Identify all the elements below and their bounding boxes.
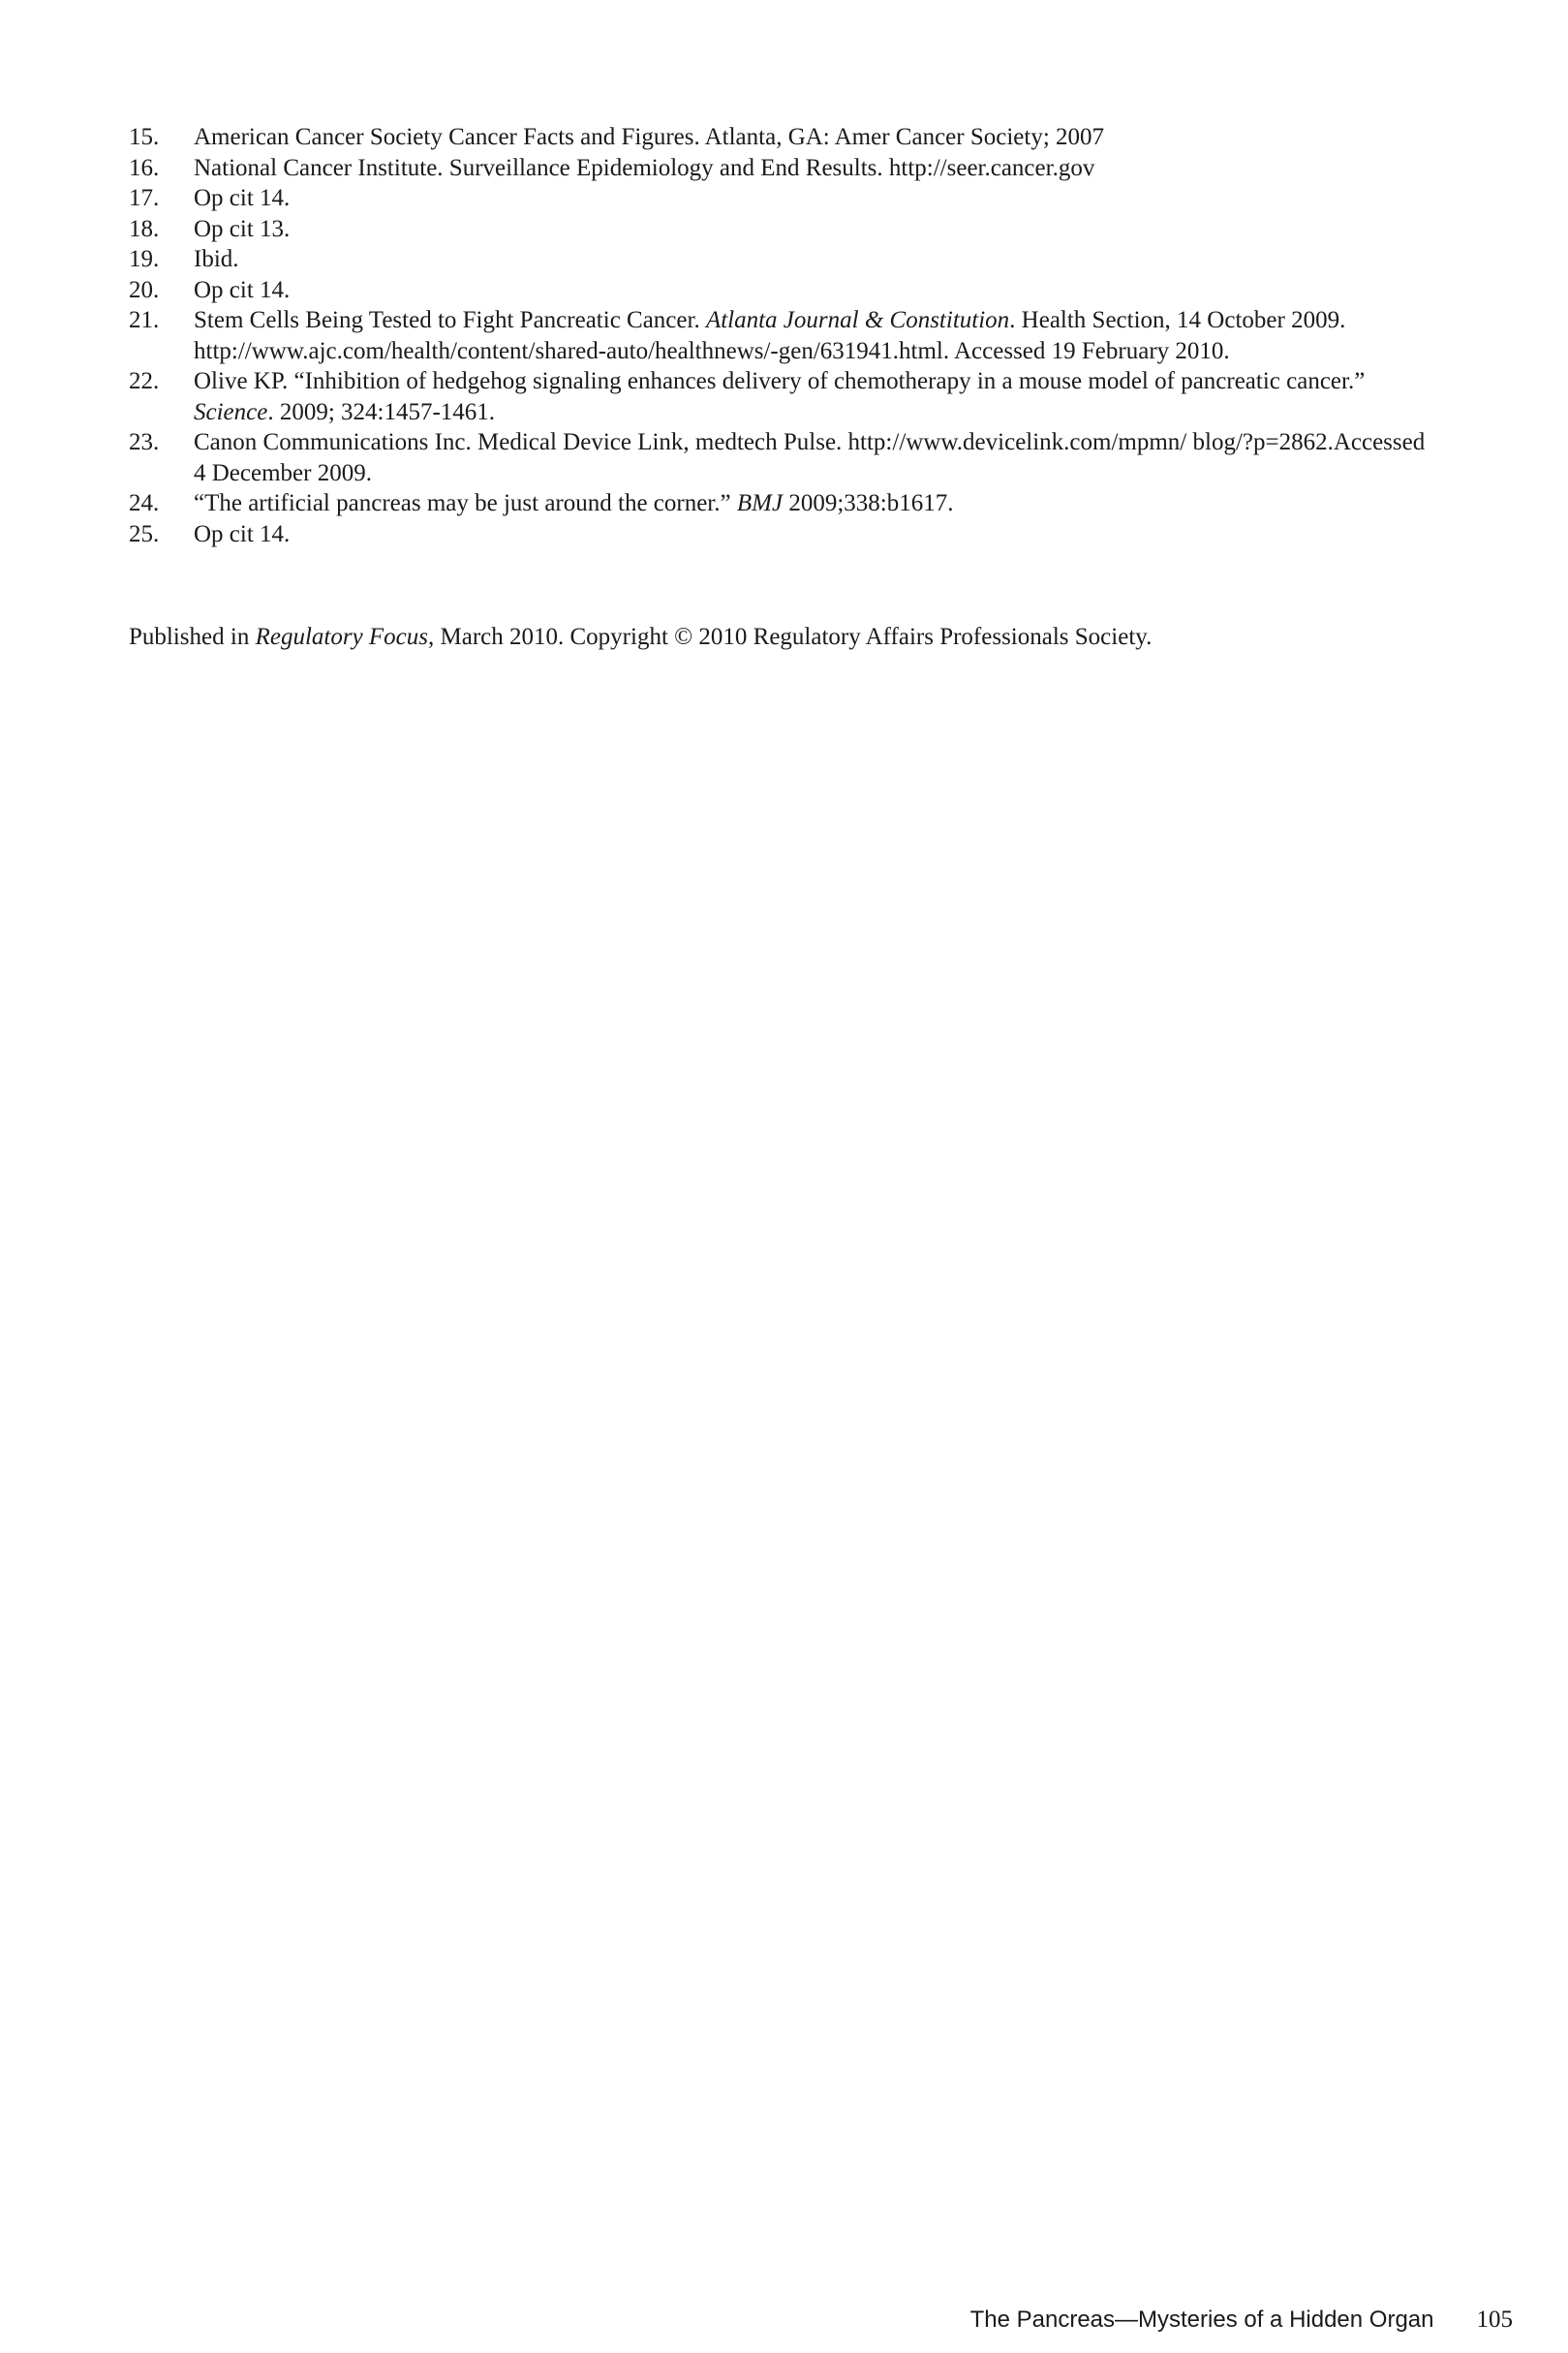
reference-item	[129, 519, 1427, 550]
reference-segment: Op cit 13.	[194, 215, 291, 242]
reference-number: 23.	[129, 429, 160, 455]
journal-title: Atlanta Journal & Constitution	[705, 307, 1010, 333]
reference-item	[129, 275, 1427, 306]
reference-text	[194, 305, 1427, 366]
reference-item	[129, 244, 1427, 275]
reference-item	[129, 427, 1427, 488]
reference-item	[129, 122, 1427, 153]
reference-number: 22.	[129, 368, 160, 394]
journal-title: BMJ	[736, 490, 784, 516]
reference-segment: American Cancer Society Cancer Facts and Figures. Atlanta, GA: Amer Cancer Society; 2007	[194, 124, 1105, 150]
reference-list	[129, 122, 1427, 549]
reference-number: 19.	[129, 246, 160, 272]
reference-number: 17.	[129, 185, 160, 211]
journal-title: Science	[194, 398, 268, 425]
reference-segment: Olive KP. “Inhibition of hedgehog signaling enhances delivery of chemotherapy in a mouse model of pancreatic cancer.”	[194, 368, 1366, 394]
reference-number: 21.	[129, 307, 160, 333]
reference-segment: . Health Section, 14 October 2009. http://www.ajc.com/health/content/shared-auto/healthnews/-gen/631941.html. Accessed 19 February 2010.	[194, 307, 1346, 364]
publication-copyright: , March 2010. Copyright © 2010 Regulatory Affairs Professionals Society.	[428, 624, 1153, 650]
reference-segment: Op cit 14.	[194, 276, 291, 303]
reference-item	[129, 366, 1427, 427]
reference-segment: National Cancer Institute. Surveillance Epidemiology and End Results. http://seer.cancer.gov	[194, 154, 1095, 181]
reference-number: 16.	[129, 154, 160, 181]
reference-number: 15.	[129, 124, 160, 150]
reference-text	[194, 122, 1427, 153]
page-footer	[970, 2306, 1513, 2335]
reference-item	[129, 214, 1427, 245]
reference-number: 20.	[129, 276, 160, 303]
publication-notice-text: Published in	[129, 624, 256, 650]
reference-text	[194, 275, 1427, 306]
publication-journal: Regulatory Focus	[255, 624, 429, 650]
reference-number: 25.	[129, 520, 160, 547]
reference-item	[129, 153, 1427, 184]
reference-item	[129, 305, 1427, 366]
reference-segment: Canon Communications Inc. Medical Device Link, medtech Pulse. http://www.devicelink.com/mpmn/ blog/?p=2862.Accessed 4 December 2009.	[194, 429, 1426, 486]
reference-text	[194, 153, 1427, 184]
reference-item	[129, 183, 1427, 214]
reference-text	[194, 244, 1427, 275]
reference-segment: Stem Cells Being Tested to Fight Pancreatic Cancer.	[194, 307, 706, 333]
reference-text	[194, 519, 1427, 550]
publication-notice	[129, 622, 1427, 653]
reference-text	[194, 214, 1427, 245]
reference-segment: Ibid.	[194, 246, 239, 272]
reference-segment: “The artificial pancreas may be just around the corner.”	[194, 490, 737, 516]
running-footer-title: The Pancreas—Mysteries of a Hidden Organ	[969, 2307, 1434, 2333]
reference-segment: 2009;338:b1617.	[783, 490, 954, 516]
reference-segment: Op cit 14.	[194, 185, 291, 211]
reference-number: 24.	[129, 490, 160, 516]
reference-segment: Op cit 14.	[194, 520, 291, 547]
reference-text	[194, 488, 1427, 519]
page-number: 105	[1476, 2307, 1513, 2333]
reference-number: 18.	[129, 215, 160, 242]
reference-item	[129, 488, 1427, 519]
reference-segment: . 2009; 324:1457-1461.	[267, 398, 496, 425]
reference-text	[194, 183, 1427, 214]
reference-text	[194, 427, 1427, 488]
reference-text	[194, 366, 1427, 427]
